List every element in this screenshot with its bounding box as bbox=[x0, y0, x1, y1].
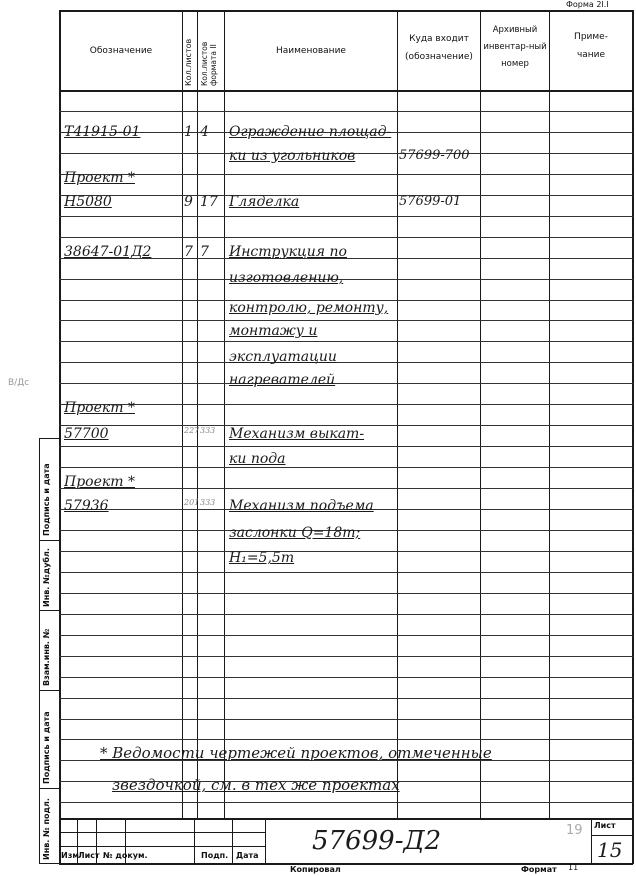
document-number: 57699-Д2 bbox=[312, 826, 442, 856]
row-divider bbox=[59, 446, 633, 447]
row-divider bbox=[59, 111, 633, 112]
row-divider bbox=[59, 488, 633, 489]
row-designation: Н5080 bbox=[64, 194, 112, 210]
row-sheets: 7 bbox=[184, 244, 193, 260]
row-sheets: 1 bbox=[184, 124, 193, 140]
row-divider bbox=[59, 279, 633, 280]
row-name: нагревателей bbox=[229, 372, 336, 388]
row-divider bbox=[59, 698, 633, 699]
row-sheets: 9 bbox=[184, 194, 193, 210]
row-divider bbox=[59, 614, 633, 615]
row-name: ки из угольников bbox=[229, 148, 356, 164]
stamp-data: Дата bbox=[236, 851, 259, 860]
row-name: эксплуатации bbox=[229, 349, 337, 365]
row-divider bbox=[59, 237, 633, 238]
row-where-used: 57699-01 bbox=[399, 194, 462, 209]
stamp-format-value: 11 bbox=[568, 863, 579, 872]
row-divider bbox=[59, 341, 633, 342]
row-divider bbox=[59, 656, 633, 657]
row-designation: 57700 bbox=[64, 426, 109, 442]
row-name: Механизм подъема bbox=[229, 498, 374, 514]
row-divider bbox=[59, 739, 633, 740]
side-label-vzam-inv: Взам.инв. № bbox=[42, 628, 51, 686]
header-sheet-count-format11: Кол.листов формата II bbox=[200, 41, 218, 86]
header-archive-number: Архивный инвентар-ный номер bbox=[483, 25, 547, 69]
row-name: Механизм выкат- bbox=[229, 426, 365, 442]
row-name: ки пода bbox=[229, 451, 286, 467]
row-name: H₁=5,5m bbox=[229, 550, 295, 566]
row-where-used: 57699-700 bbox=[399, 148, 470, 163]
row-designation: 38647-01Д2 bbox=[64, 244, 152, 260]
row-sheets-format11: 333 bbox=[200, 426, 216, 435]
row-sheets-format11: 333 bbox=[200, 498, 216, 507]
row-divider bbox=[59, 320, 633, 321]
row-divider bbox=[59, 802, 633, 803]
stamp-izm: Изм bbox=[61, 851, 79, 860]
row-divider bbox=[59, 216, 633, 217]
row-name: Инструкция по bbox=[229, 244, 347, 260]
margin-mark: В/Дс bbox=[8, 378, 30, 388]
stamp-format: Формат bbox=[521, 865, 557, 874]
row-divider bbox=[59, 551, 633, 552]
side-label-inv-dubl: Инв. №дубл. bbox=[42, 548, 51, 607]
row-name: изготовлению, bbox=[229, 270, 344, 286]
row-name: контролю, ремонту, bbox=[229, 300, 389, 316]
header-where-used: Куда входит (обозначение) bbox=[405, 34, 473, 62]
header-note: Приме-чание bbox=[574, 32, 608, 60]
row-divider bbox=[59, 383, 633, 384]
row-divider bbox=[59, 572, 633, 573]
side-label-sign-date-2: Подпись и дата bbox=[42, 711, 51, 784]
row-divider bbox=[59, 593, 633, 594]
header-sheet-count: Кол.листов bbox=[184, 38, 193, 86]
row-designation: Проект * bbox=[64, 170, 135, 186]
row-sheets: 227 bbox=[184, 426, 200, 435]
row-divider bbox=[59, 635, 633, 636]
row-divider bbox=[59, 404, 633, 405]
row-name: Ограждение площад- bbox=[229, 124, 392, 140]
side-label-inv-podl: Инв. № подл. bbox=[42, 798, 51, 860]
row-designation: Проект * bbox=[64, 400, 135, 416]
row-sheets-format11: 4 bbox=[200, 124, 209, 140]
stamp-list: Лист bbox=[78, 851, 100, 860]
row-divider bbox=[59, 467, 633, 468]
stamp-podp: Подп. bbox=[201, 851, 229, 860]
footnote-line-1: * Ведомости чертежей проектов, отмеченные bbox=[100, 744, 492, 762]
row-divider bbox=[59, 195, 633, 196]
row-sheets-format11: 17 bbox=[200, 194, 218, 210]
row-name: Гляделка bbox=[229, 194, 300, 210]
stamp-sheet-number: 15 bbox=[597, 838, 623, 862]
form-label: Форма 2I.I bbox=[566, 0, 609, 9]
footnote-line-2: звездочкой, см. в тех же проектах bbox=[112, 776, 400, 794]
stamp-sheet-label: Лист bbox=[594, 821, 616, 830]
row-divider bbox=[59, 719, 633, 720]
header-name: Наименование bbox=[276, 46, 346, 56]
side-number: 19 bbox=[566, 823, 583, 838]
row-name: монтажу и bbox=[229, 323, 318, 339]
row-sheets: 201 bbox=[184, 498, 200, 507]
header-designation: Обозначение bbox=[89, 46, 153, 56]
row-sheets-format11: 7 bbox=[200, 244, 209, 260]
row-divider bbox=[59, 677, 633, 678]
row-designation: Т41915-01 bbox=[64, 124, 141, 140]
side-label-sign-date-1: Подпись и дата bbox=[42, 463, 51, 536]
row-designation: 57936 bbox=[64, 498, 109, 514]
row-designation: Проект * bbox=[64, 474, 135, 490]
stamp-doc-no: № докум. bbox=[103, 851, 148, 860]
row-divider bbox=[59, 362, 633, 363]
row-name: заслонки Q=18m; bbox=[229, 525, 361, 541]
stamp-kopiroval: Копировал bbox=[290, 865, 341, 874]
row-divider bbox=[59, 174, 633, 175]
